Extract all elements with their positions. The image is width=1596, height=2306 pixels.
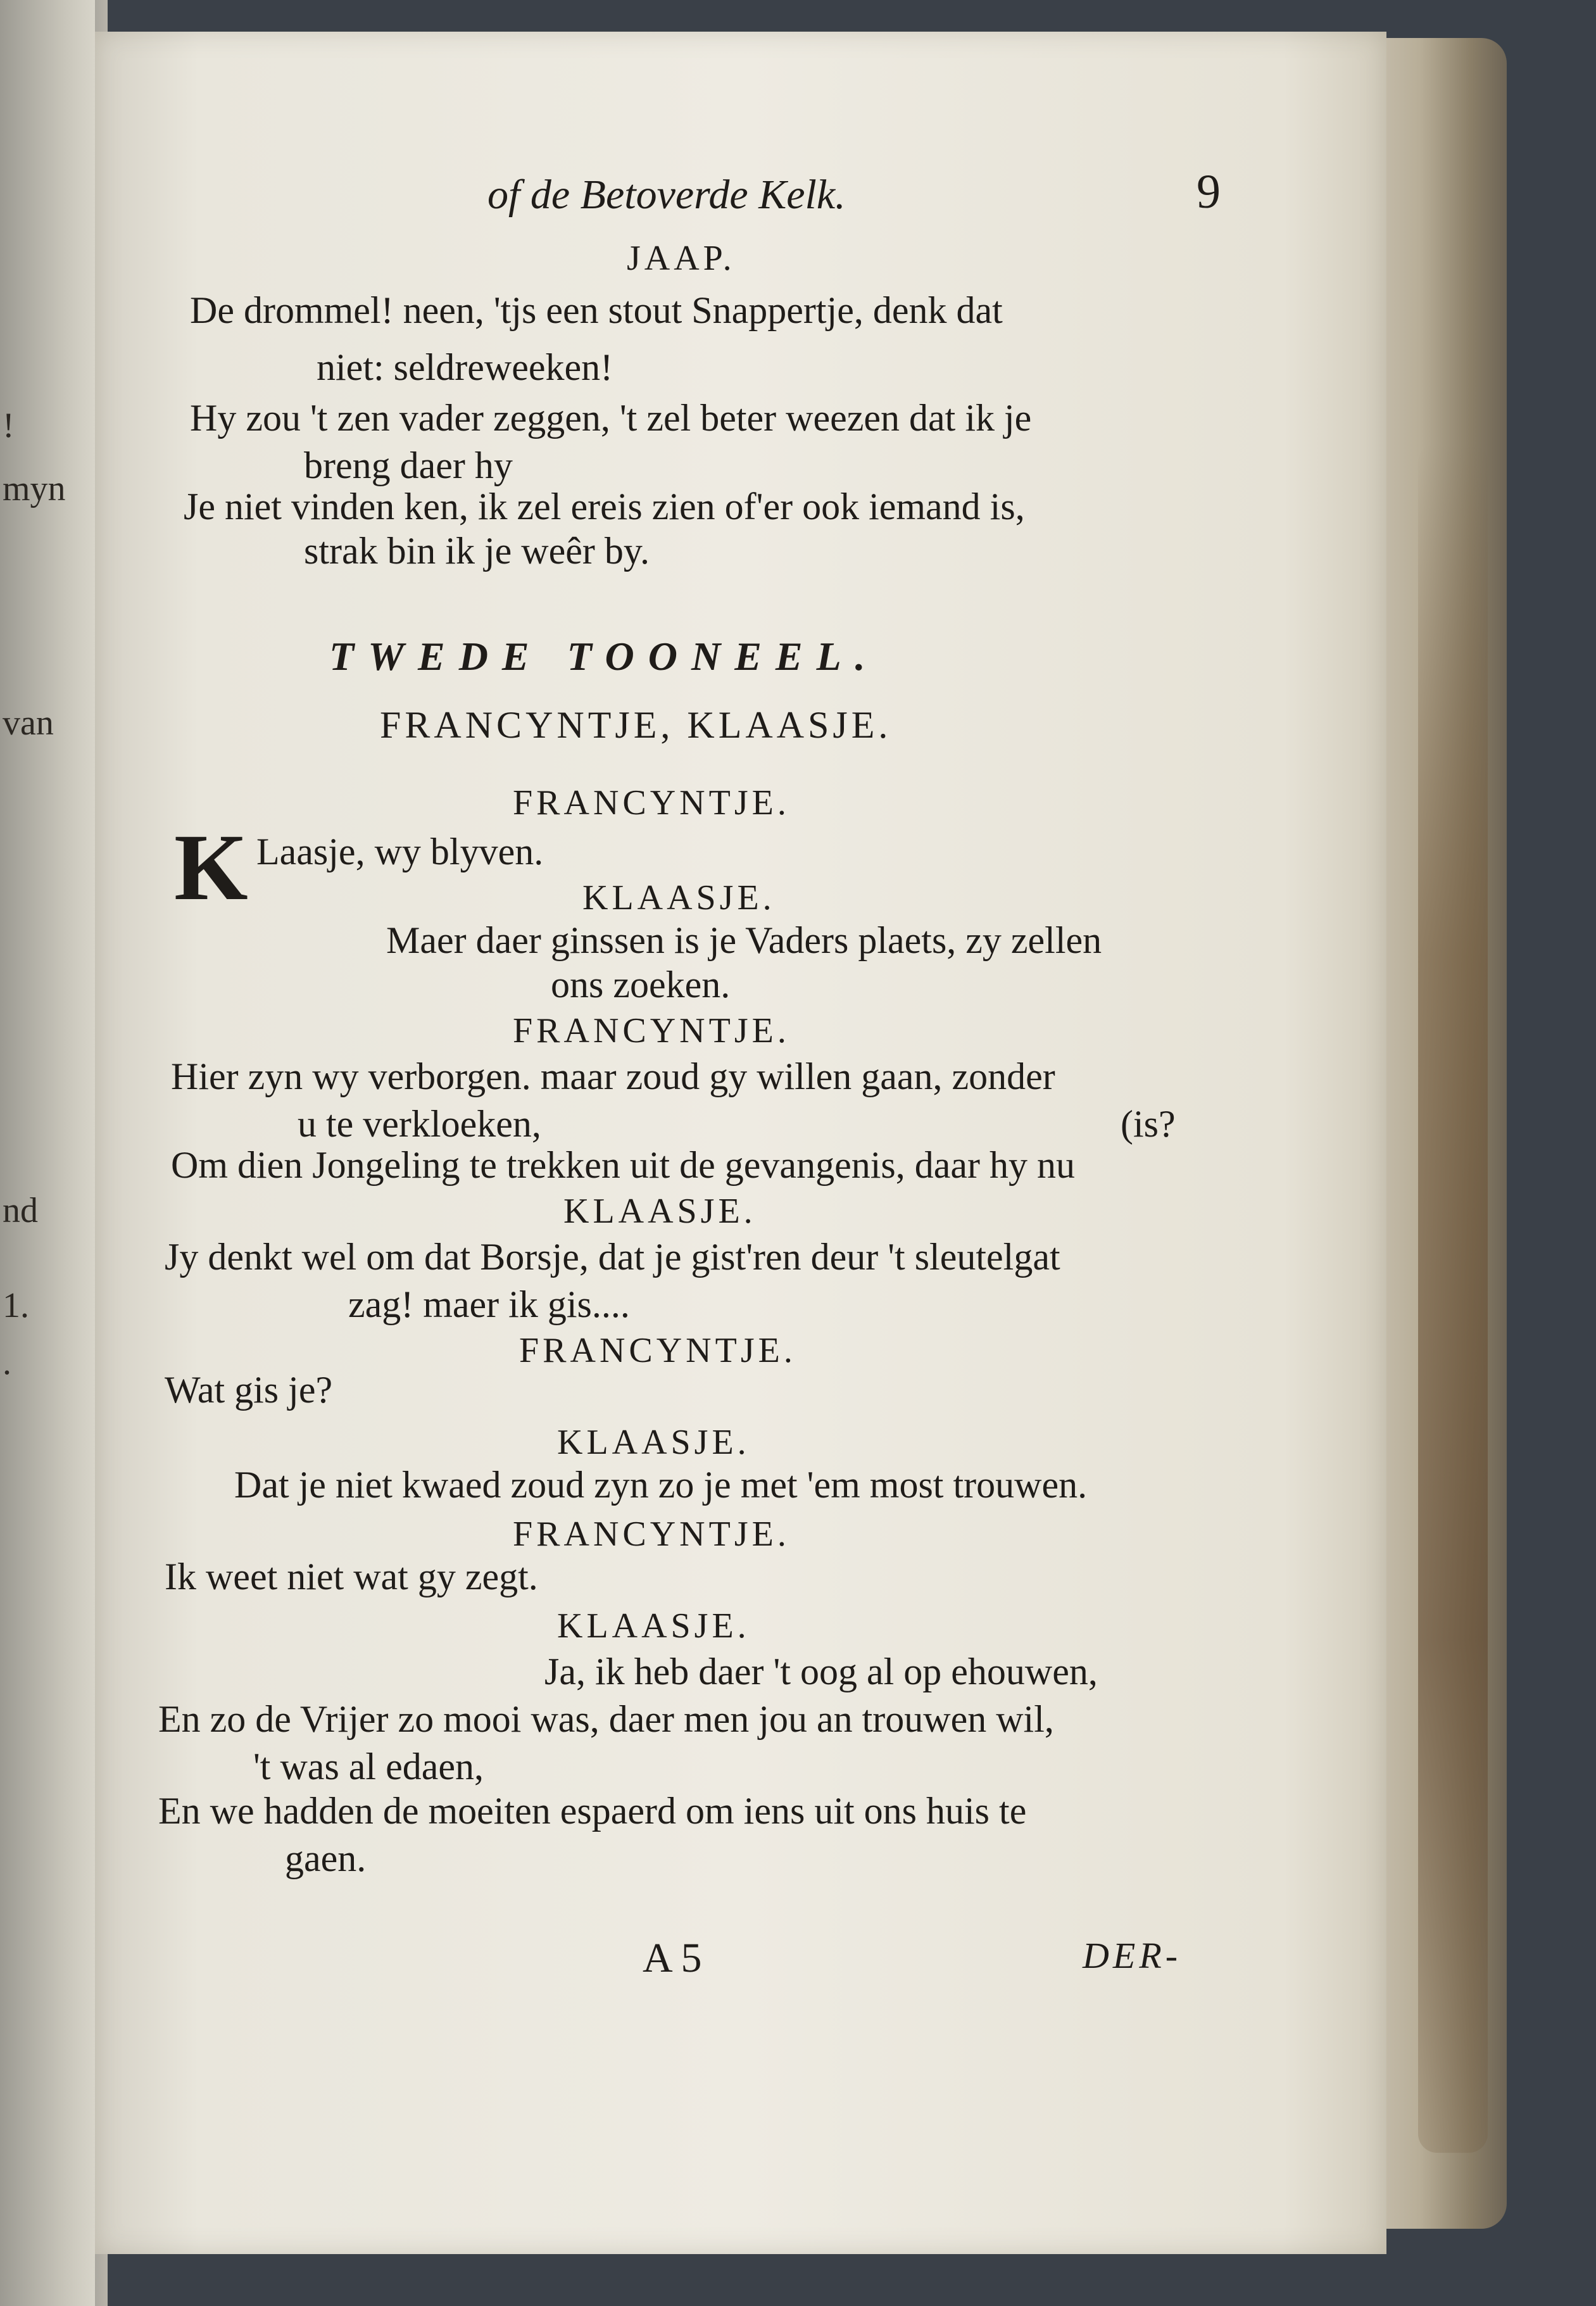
speaker-label: FRANCYNTJE. — [513, 783, 790, 822]
text-line: Jy denkt wel om dat Borsje, dat je gist'ren deur 't sleutelgat — [165, 1236, 1060, 1278]
text-line: En we hadden de moeiten espaerd om iens uit ons huis te — [158, 1790, 1027, 1832]
text-line: gaen. — [285, 1837, 367, 1879]
text-line: 't was al edaen, — [253, 1746, 484, 1787]
signature-mark: A 5 — [643, 1935, 702, 1981]
scene-heading: TWEDE TOONEEL. — [329, 634, 879, 679]
text-line: Om dien Jongeling te trekken uit de gevangenis, daar hy nu — [171, 1144, 1075, 1186]
speaker-label: FRANCYNTJE. — [519, 1331, 796, 1370]
text-line: Ik weet niet wat gy zegt. — [165, 1556, 538, 1597]
speaker-label: KLAASJE. — [563, 1192, 757, 1231]
text-line: breng daer hy — [304, 444, 513, 486]
speaker-label: KLAASJE. — [557, 1423, 750, 1462]
text-line: zag! maer ik gis.... — [348, 1283, 630, 1325]
cast-list: FRANCYNTJE, KLAASJE. — [380, 704, 892, 746]
page-stain — [1418, 443, 1488, 2153]
text-line: Laasje, wy blyven. — [256, 831, 544, 873]
text-line-overflow: (is? — [1121, 1103, 1176, 1145]
speaker-label: KLAASJE. — [582, 878, 776, 917]
text-line: Je niet vinden ken, ik zel ereis zien of'er ook iemand is, — [184, 486, 1025, 527]
text-line: ons zoeken. — [551, 964, 731, 1005]
text-line: Hier zyn wy verborgen. maar zoud gy willen gaan, zonder — [171, 1055, 1055, 1097]
text-line: Ja, ik heb daer 't oog al op ehouwen, — [544, 1651, 1098, 1692]
text-line: u te verkloeken, — [298, 1103, 541, 1145]
facing-page-fragment: ! — [3, 406, 15, 445]
speaker-label: JAAP. — [627, 239, 736, 278]
text-line: De drommel! neen, 'tjs een stout Snappertje, denk dat — [190, 289, 1003, 331]
speaker-label: KLAASJE. — [557, 1606, 750, 1646]
facing-page-fragment: myn — [3, 469, 66, 508]
text-line: niet: seldreweeken! — [317, 346, 613, 388]
catchword: DER- — [1083, 1935, 1182, 1976]
facing-page-fragment: 1. — [3, 1286, 29, 1325]
facing-page-fragment: van — [3, 703, 54, 743]
text-line: Maer daer ginssen is je Vaders plaets, zy zellen — [386, 919, 1102, 961]
text-line: Wat gis je? — [165, 1369, 333, 1411]
text-line: strak bin ik je weêr by. — [304, 530, 650, 572]
facing-page-fragment: . — [3, 1343, 11, 1382]
drop-cap: K — [174, 815, 248, 920]
facing-page-edge — [0, 0, 95, 2306]
running-title: of de Betoverde Kelk. — [487, 172, 846, 218]
text-line: En zo de Vrijer zo mooi was, daer men jou an trouwen wil, — [158, 1698, 1054, 1740]
page-number: 9 — [1197, 165, 1221, 218]
speaker-label: FRANCYNTJE. — [513, 1515, 790, 1554]
book-page — [95, 32, 1386, 2254]
facing-page-fragment: nd — [3, 1191, 38, 1230]
text-line: Hy zou 't zen vader zeggen, 't zel beter weezen dat ik je — [190, 397, 1032, 439]
speaker-label: FRANCYNTJE. — [513, 1011, 790, 1050]
text-line: Dat je niet kwaed zoud zyn zo je met 'em most trouwen. — [234, 1464, 1088, 1506]
